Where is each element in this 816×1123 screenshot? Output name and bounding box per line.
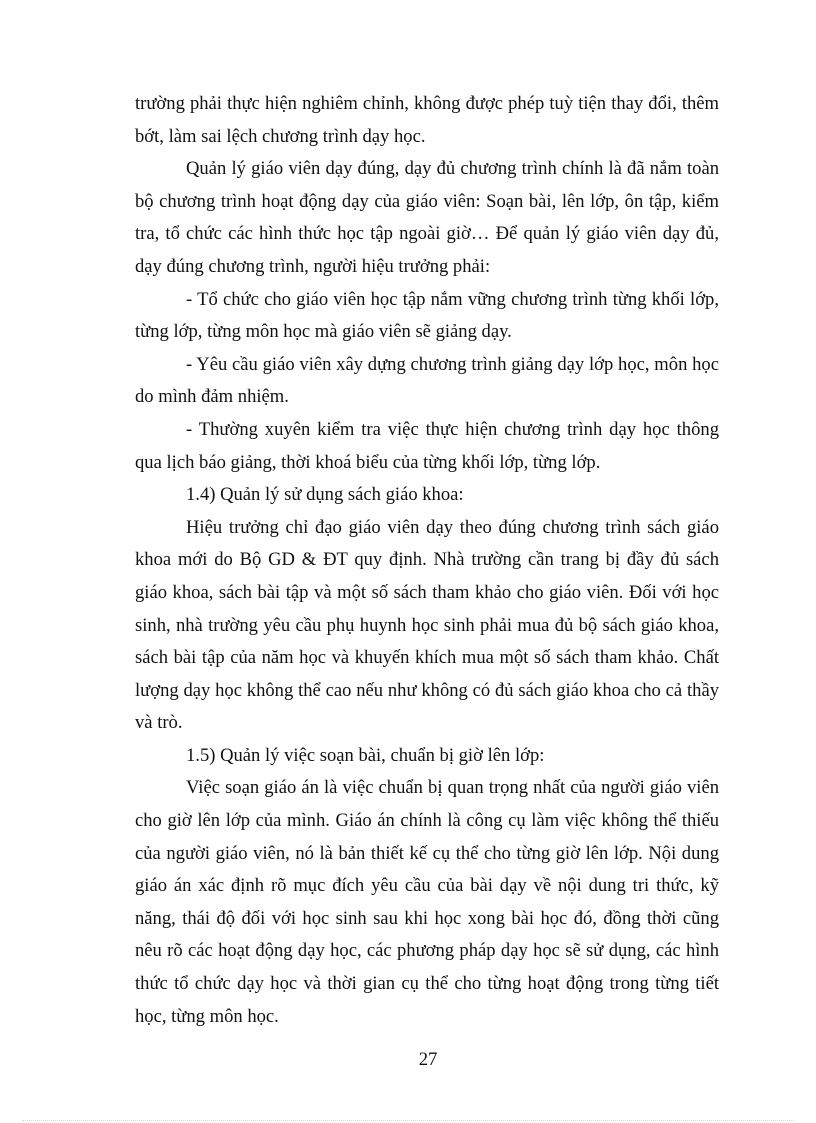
section-heading-textbooks: 1.4) Quản lý sử dụng sách giáo khoa: — [186, 484, 464, 506]
body-text — [135, 88, 719, 1033]
paragraph-lesson-preparation: Việc soạn giáo án là việc chuẩn bị quan trọng nhất của người giáo viên cho giờ lên lớp của mình. Giáo án chính là công cụ làm việc không thể thiếu của người giáo viên, nó là bản thiết kế cụ thể cho từng giờ lên lớp. Nội dung giáo án xác định rõ mục đích yêu cầu của bài dạy về nội dung tri thức, kỹ năng, thái độ đối với học sinh sau khi học xong bài học đó, đồng thời cũng nêu rõ các hoạt động dạy học, các phương pháp dạy học sẽ sử dụng, các hình thức tổ chức dạy học và thời gian cụ thể cho từng hoạt động trong từng tiết học, từng môn học. — [135, 777, 719, 1027]
paragraph-continuation: trường phải thực hiện nghiêm chỉnh, không được phép tuỳ tiện thay đổi, thêm bớt, làm sai lệch chương trình dạy học. — [135, 93, 719, 147]
list-item-organize-study: - Tổ chức cho giáo viên học tập nắm vững chương trình từng khối lớp, từng lớp, từng môn học mà giáo viên sẽ giảng dạy. — [135, 288, 719, 343]
page-number: 27 — [418, 1049, 438, 1070]
paragraph-teacher-management: Quản lý giáo viên dạy đúng, dạy đủ chương trình chính là đã nắm toàn bộ chương trình hoạt động dạy của giáo viên: Soạn bài, lên lớp, ôn tập, kiểm tra, tổ chức các hình thức học tập ngoài giờ… Để quản lý giáo viên dạy đủ, dạy đúng chương trình, người hiệu trưởng phải: — [135, 158, 719, 277]
list-item-regular-inspection: - Thường xuyên kiểm tra việc thực hiện chương trình dạy học thông qua lịch báo giảng, thời khoá biểu của từng khối lớp, từng lớp. — [135, 418, 719, 473]
paragraph-textbooks: Hiệu trưởng chỉ đạo giáo viên dạy theo đúng chương trình sách giáo khoa mới do Bộ GD & ĐT quy định. Nhà trường cần trang bị đầy đủ sách giáo khoa, sách bài tập và một số sách tham khảo cho giáo viên. Đối với học sinh, nhà trường yêu cầu phụ huynh học sinh phải mua đủ bộ sách giáo khoa, sách bài tập của năm học và khuyến khích mua một số sách tham khảo. Chất lượng dạy học không thể cao nếu như không có đủ sách giáo khoa cho cả thầy và trò. — [135, 516, 719, 734]
page-bottom-divider — [22, 1120, 794, 1121]
section-heading-lesson-preparation: 1.5) Quản lý việc soạn bài, chuẩn bị giờ lên lớp: — [186, 744, 545, 766]
list-item-build-program: - Yêu cầu giáo viên xây dựng chương trình giảng dạy lớp học, môn học do mình đảm nhiệm. — [135, 353, 719, 408]
